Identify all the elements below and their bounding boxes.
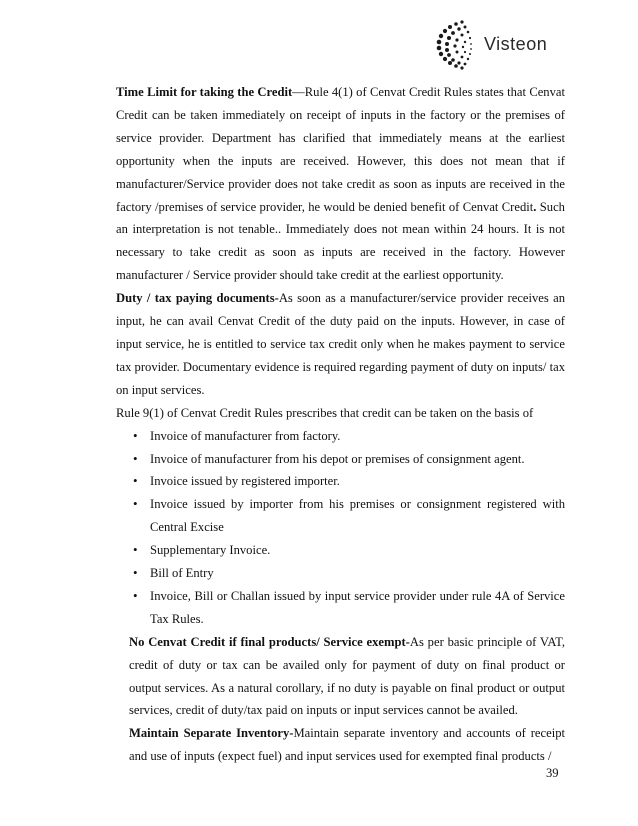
text-time-limit-cont: Such an interpretation is not tenable.. Immediately does not mean within 24 hours. It is not necessary to take credit as soon as inputs are received in the factory. However manufacturer / Service provider should take credit at the earliest opportunity. [116, 199, 565, 283]
paragraph-time-limit [116, 81, 565, 287]
paragraph-no-cenvat [116, 631, 565, 723]
list-item: • Supplementary Invoice. [132, 539, 565, 562]
heading-duty-docs: Duty / tax paying documents- [116, 291, 279, 306]
heading-separate-inventory: Maintain Separate Inventory- [129, 726, 294, 741]
page-number: 39 [546, 766, 559, 780]
bold-period: . [533, 199, 537, 214]
text-time-limit: —Rule 4(1) of Cenvat Credit Rules states that Cenvat Credit can be taken immediately on receipt of inputs in the factory or the premises of service provider. Department has clarified that immediately means at the earliest opportunity when the inputs are received. However, this does not mean that if manufacturer/Service provider does not take credit as soon as inputs are received in the factory /premises of service provider, he would be denied benefit of Cenvat Credit [116, 85, 565, 214]
logo-wordmark: Visteon [484, 34, 548, 54]
text-no-cenvat: As per basic principle of VAT, credit of duty or tax can be availed only for payment of duty on final product or output services. As a natural corollary, if no duty is payable on final product or output services, credit of duty/tax paid on inputs or input services cannot be availed. [129, 634, 565, 718]
text-separate-inventory: Maintain separate inventory and accounts of receipt and use of inputs (expect fuel) and input services used for exempted final products / [129, 726, 565, 764]
list-item: • Invoice issued by registered importer. [132, 470, 565, 493]
heading-time-limit: Time Limit for taking the Credit [116, 85, 293, 99]
paragraph-duty-docs [116, 287, 565, 402]
list-item: • Invoice of manufacturer from factory. [132, 425, 565, 448]
document-body [116, 81, 565, 768]
text-duty-docs: As soon as a manufacturer/service provider receives an input, he can avail Cenvat Credit of the duty paid on the inputs. However, in case of input service, he is entitled to service tax credit only when he makes payment to service tax provider. Documentary evidence is required regarding payment of duty on inputs/ tax on input services. [116, 291, 565, 397]
paragraph-rule-intro: Rule 9(1) of Cenvat Credit Rules prescribes that credit can be taken on the basis of [116, 405, 534, 420]
list-item: • Bill of Entry [132, 562, 565, 585]
list-item: • Invoice of manufacturer from his depot or premises of consignment agent. [132, 448, 565, 471]
paragraph-separate-inventory [116, 722, 565, 768]
document-list [116, 425, 565, 631]
list-item: • Invoice, Bill or Challan issued by input service provider under rule 4A of Service Tax Rules. [132, 585, 565, 631]
heading-no-cenvat: No Cenvat Credit if final products/ Service exempt- [129, 634, 410, 649]
list-item: • Invoice issued by importer from his premises or consignment registered with Central Excise [132, 493, 565, 539]
